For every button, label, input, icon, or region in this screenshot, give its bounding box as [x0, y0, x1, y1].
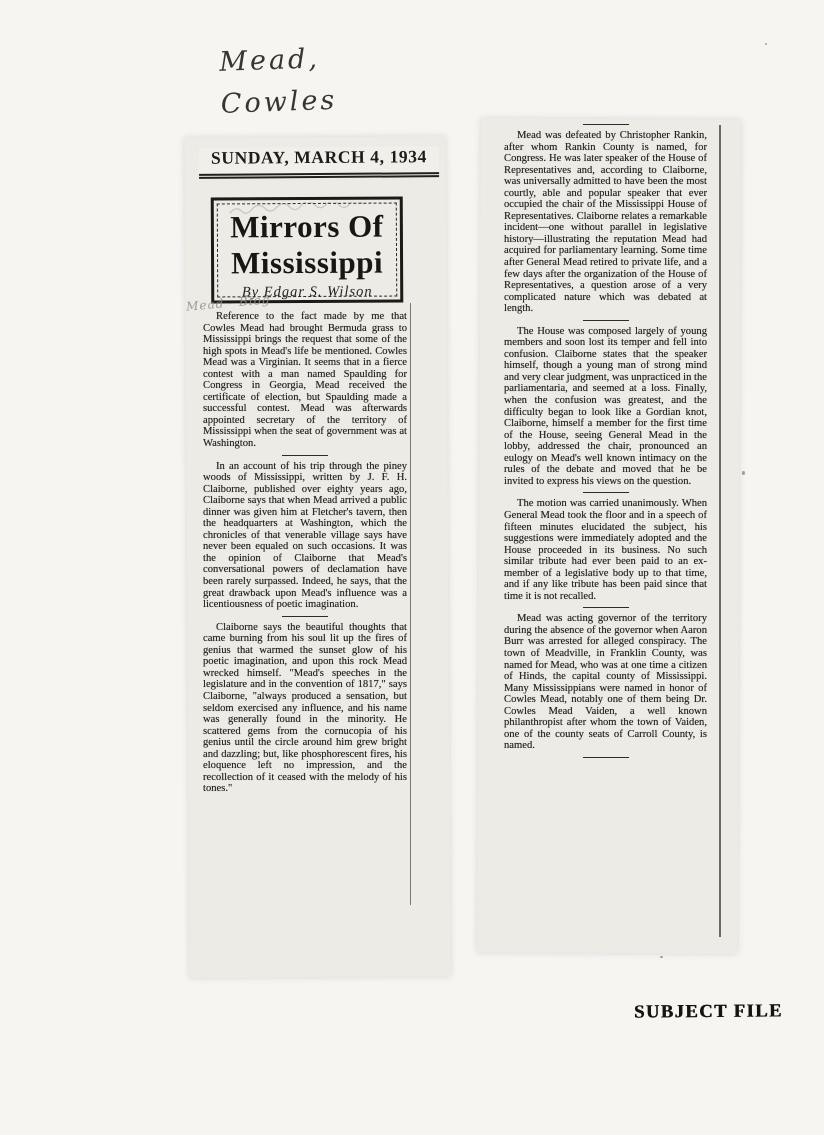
paragraph-divider	[583, 124, 629, 125]
right-paragraph-4: Mead was acting governor of the territory during the absence of the governor when Aaron Burr was arrested for alleged conspiracy. The town of Meadville, in Franklin County, was named for Mead, who was at one time a citizen of Hinds, the capital county of Mississippi. Many Mississippians were named in honor of Cowles Mead, notably one of them being Dr. Cowles Mead Vaiden, a well known philanthropist after whom the town of Vaiden, one of the county seats of Carroll County, is named.	[504, 613, 707, 752]
scan-speck	[765, 43, 767, 45]
subject-file-stamp: SUBJECT FILE	[633, 1001, 783, 1023]
article-column-left	[203, 311, 407, 795]
article-title-box	[211, 196, 404, 303]
article-column-right	[504, 124, 707, 763]
handwritten-note-line2: Cowles	[220, 84, 338, 120]
article-title-line1: Mirrors Of	[230, 208, 384, 245]
right-paragraph-1: Mead was defeated by Christopher Rankin, after whom Rankin County is named, for Congress. He was later speaker of the House of Representatives and, according to Claiborne, was universally admitted to have been the most courtly, able and popular speaker that ever occupied the chair of the Mississippi House of Representatives. Claiborne relates a remarkable incident—one without parallel in legislative history—illustrating the reputation Mead had acquired for parliamentary learning. Some time after General Mead retired to private life, and a few days after the organization of the House of Representatives, a question arose of a very complicated nature which was debated at length.	[504, 130, 707, 315]
paragraph-divider	[583, 607, 629, 608]
article-title-line2: Mississippi	[230, 244, 384, 281]
pencil-scribble-icon	[228, 202, 383, 219]
handwritten-subject-note	[219, 34, 442, 126]
pencil-annotation: Mead - Biog	[185, 292, 271, 314]
handwritten-note-line1: Mead,	[218, 43, 321, 78]
scan-speck	[660, 956, 663, 958]
left-paragraph-3: Claiborne says the beautiful thoughts that came burning from his soul lit up the fires of genius that warmed the sunset glow of his poetic imagination, and upon this rock Mead wrecked himself. "Mead's speeches in the legislature and in the convention of 1817," says Claiborne, "always produced a sensation, but seldom exercised any influence, and his name was generally found in the minority. He scattered gems from the cornucopia of his genius until the circle around him grew bright and dazzling; but, like phosphorescent fires, his eloquence left no impression, and the recollection of it ceased with the melody of his tones."	[203, 621, 407, 795]
column-rule-right	[719, 125, 721, 937]
date-header: SUNDAY, MARCH 4, 1934	[199, 146, 439, 179]
paragraph-divider	[583, 757, 629, 758]
left-paragraph-2: In an account of his trip through the piney woods of Mississippi, written by J. F. H. Claiborne, published over eighty years ago, Claiborne says that when Mead arrived a public dinner was given him at Fletcher's tavern, then the headquarters at Washington, which the chronicles of that venerable village says have never been equaled on such occasions. It was the opinion of Claiborne that Mead's conversational powers of declamation have been rarely surpassed. Indeed, he says, that the great drawback upon Mead's influence was a licentiousness of poetic imagination.	[203, 460, 407, 611]
right-paragraph-2: The House was composed largely of young members and soon lost its temper and fell into confusion. Claiborne states that the speaker himself, though a young man of strong mind and very clear judgment, was unpracticed in the parliamentaria, and seemed at a loss. Finally, when the confusion was greatest, and the difficulty began to look like a Gordian knot, Claiborne, himself a member for the first time of the House, seeing General Mead in the lobby, addressed the chair, pronounced an eulogy on Mead's well known intimacy on the rules of the debate and moved that he be invited to express his views on the question.	[504, 325, 707, 487]
article-byline: By Edgar S. Wilson	[241, 283, 373, 301]
left-paragraph-1: Reference to the fact made by me that Cowles Mead had brought Bermuda grass to Mississippi brings the request that some of the high spots in Mead's life be mentioned. Cowles Mead was a Virginian. It seems that in a fierce contest with a man named Spaulding for Congress in Georgia, Mead received the certificate of election, but Spaulding made a successful contest. Mead was afterwards appointed secretary of the territory of Mississippi when the seat of government was at Washington.	[203, 311, 407, 450]
paragraph-divider	[282, 616, 328, 617]
paragraph-divider	[583, 492, 629, 493]
paragraph-divider	[282, 455, 328, 456]
paragraph-divider	[583, 320, 629, 321]
column-rule-left	[410, 303, 411, 905]
right-paragraph-3: The motion was carried unanimously. When General Mead took the floor and in a speech of fifteen minutes elucidated the subject, his suggestions were immediately adopted and the House proceeded in its business. No such similar tribute had ever been paid to an ex-member of a legislative body up to that time, and if any like tribute has been paid since that time it is not recalled.	[504, 498, 707, 602]
scan-speck	[742, 471, 745, 475]
